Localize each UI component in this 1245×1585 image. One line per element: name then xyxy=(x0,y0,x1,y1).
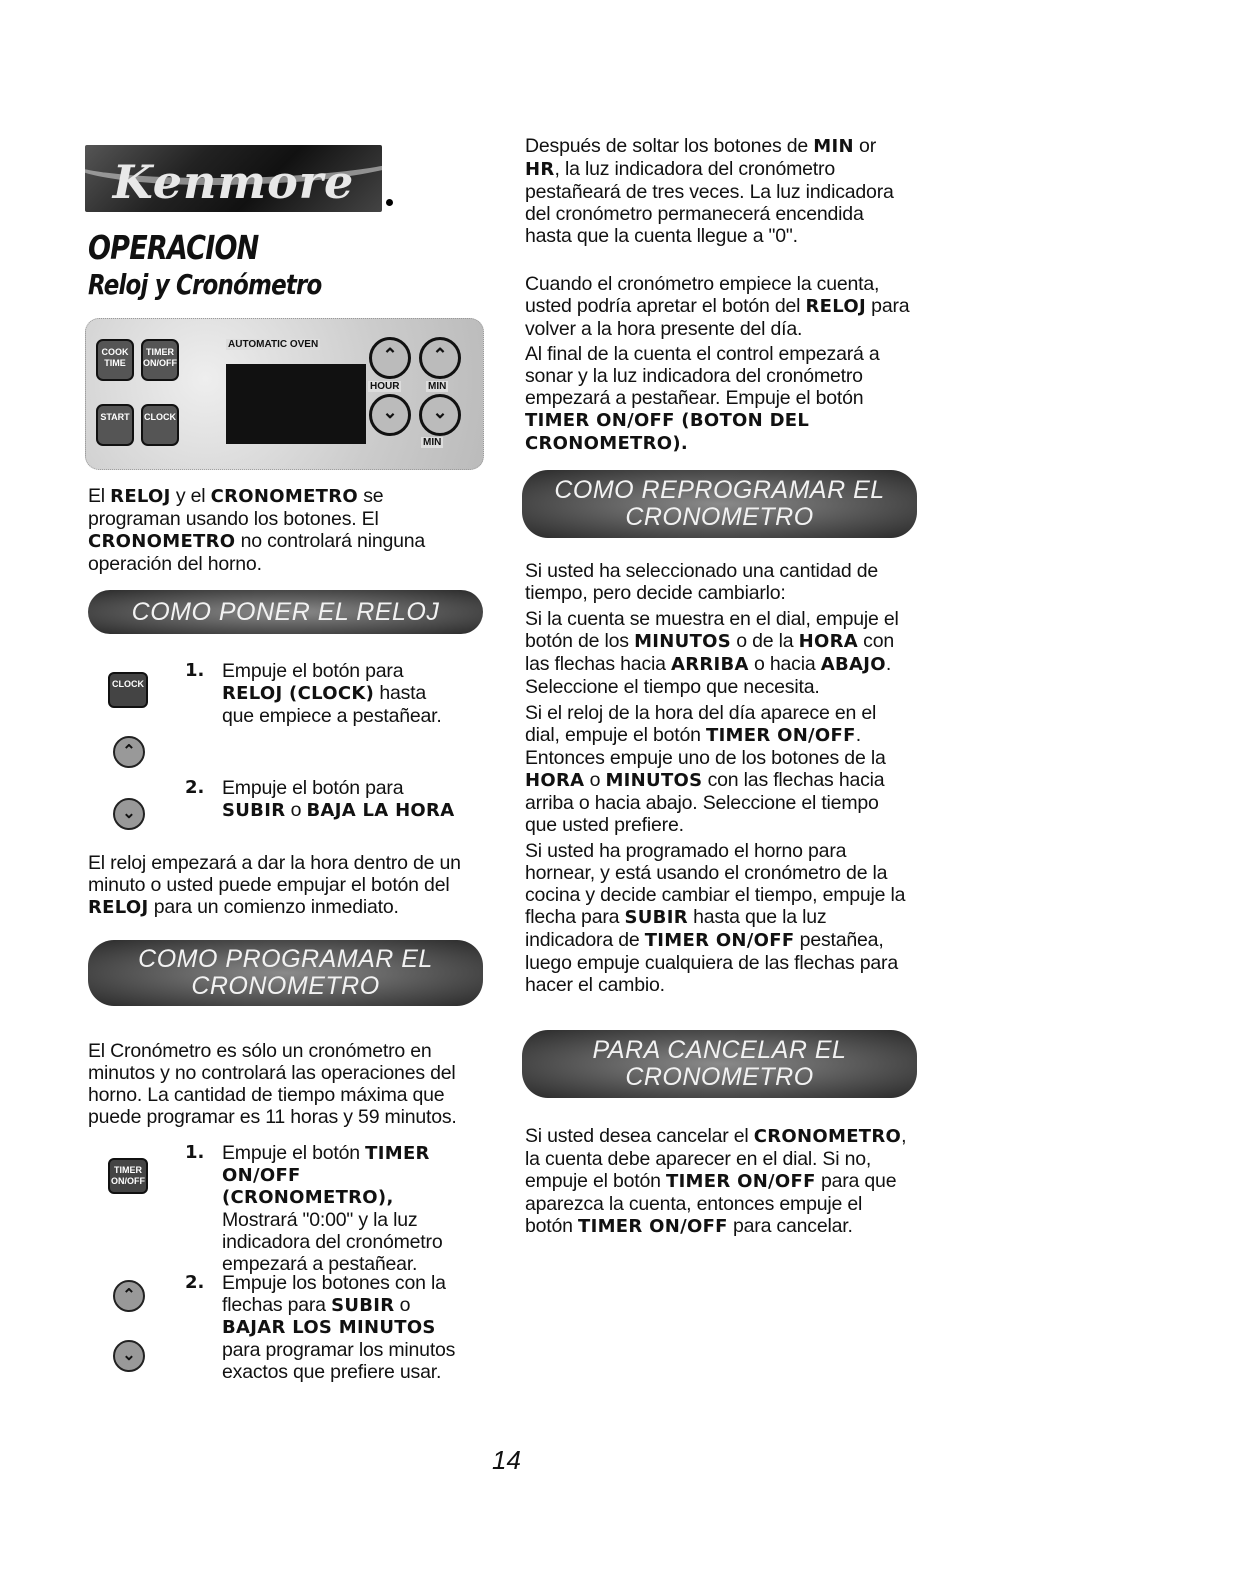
timer-button-icon: TIMER ON/OFF xyxy=(108,1158,148,1194)
control-panel-illustration xyxy=(85,318,484,470)
right-paragraph-2: Cuando el cronómetro empiece la cuenta, usted podría apretar el botón del RELOJ para volver a la hora presente del día. xyxy=(525,273,910,340)
down-arrow-icon: ⌄ xyxy=(113,798,145,830)
cook-time-key: COOK TIME xyxy=(96,339,134,381)
banner-programar-cronometro: COMO PROGRAMAR EL CRONOMETRO xyxy=(88,940,483,1006)
reprogramar-section xyxy=(525,560,915,996)
programar-step-1: Empuje el botón TIMER ON/OFF (CRONOMETRO), Mostrará "0:00" y la luz indicadora del cronómetro empezará a pestañear. xyxy=(222,1142,443,1275)
timer-key: TIMER ON/OFF xyxy=(141,339,179,381)
reprogramar-p2: Si la cuenta se muestra en el dial, empuje el botón de los MINUTOS o de la HORA con las flechas hacia ARRIBA o hacia ABAJO. Seleccione el tiempo que necesita. xyxy=(525,608,899,698)
min-label: MIN xyxy=(428,381,447,392)
logo-text: Kenmore xyxy=(112,155,355,209)
banner-reprogramar-cronometro: COMO REPROGRAMAR EL CRONOMETRO xyxy=(522,470,917,538)
min-down-arrow-icon: ⌄ xyxy=(419,394,461,436)
intro-paragraph: El RELOJ y el CRONOMETRO se programan usando los botones. El CRONOMETRO no controlará ninguna operación del horno. xyxy=(88,485,426,575)
reprogramar-p4: Si usted ha programado el horno para hornear, y está usando el cronómetro de la cocina y decide cambiar el tiempo, empuje la flecha para SUBIR hasta que la luz indicadora de TIMER ON/OFF pestañea, luego empuje cualquiera de las flechas para hacer el cambio. xyxy=(525,840,906,996)
step-number: 1. xyxy=(185,660,205,681)
automatic-oven-label: AUTOMATIC OVEN xyxy=(228,339,319,350)
up-arrow-icon: ⌃ xyxy=(113,736,145,768)
cancelar-paragraph: Si usted desea cancelar el CRONOMETRO, la cuenta debe aparecer en el dial. Si no, empuje el botón TIMER ON/OFF para que aparezca la cuenta, entonces empuje el botón TIMER ON/OFF para cancelar. xyxy=(525,1125,907,1237)
right-paragraph-3: Al final de la cuenta el control empezará a sonar y la luz indicadora del cronómetro empezará a pestañear. Empuje el botón TIMER ON/OFF (BOTON DEL CRONOMETRO). xyxy=(525,343,880,454)
reloj-step-2: Empuje el botón para SUBIR o BAJA LA HORA xyxy=(222,777,455,821)
reprogramar-p3: Si el reloj de la hora del día aparece en el dial, empuje el botón TIMER ON/OFF. Entonces empuje uno de los botones de la HORA o MINUTOS con las flechas hacia arriba o hacia abajo. Seleccione el tiempo que usted prefiere. xyxy=(525,702,886,836)
step-number: 2. xyxy=(185,1272,205,1293)
min-small-label: MIN xyxy=(423,437,442,448)
down-arrow-icon: ⌄ xyxy=(113,1340,145,1372)
reloj-step-1: Empuje el botón para RELOJ (CLOCK) hasta que empiece a pestañear. xyxy=(222,660,442,727)
programar-intro: El Cronómetro es sólo un cronómetro en minutos y no controlará las operaciones del horno. La cantidad de tiempo máxima que puede programar es 11 horas y 59 minutos. xyxy=(88,1040,457,1128)
page-subtitle: Reloj y Cronómetro xyxy=(88,268,322,301)
up-arrow-icon: ⌃ xyxy=(113,1280,145,1312)
kenmore-logo xyxy=(85,145,382,212)
page-title: OPERACION xyxy=(88,228,259,267)
clock-button-icon: CLOCK xyxy=(108,672,148,708)
logo-dot xyxy=(386,199,393,206)
clock-key: CLOCK xyxy=(141,404,179,446)
programar-step-2: Empuje los botones con la flechas para SUBIR o BAJAR LOS MINUTOS para programar los minutos exactos que prefiere usar. xyxy=(222,1272,456,1383)
hour-up-arrow-icon: ⌃ xyxy=(369,337,411,379)
reprogramar-p1: Si usted ha seleccionado una cantidad de tiempo, pero decide cambiarlo: xyxy=(525,560,879,604)
step-number: 2. xyxy=(185,777,205,798)
banner-cancelar-cronometro: PARA CANCELAR EL CRONOMETRO xyxy=(522,1030,917,1098)
min-up-arrow-icon: ⌃ xyxy=(419,337,461,379)
page-number: 14 xyxy=(492,1445,521,1475)
hour-label: HOUR xyxy=(370,381,400,392)
reloj-after-paragraph: El reloj empezará a dar la hora dentro de un minuto o usted puede empujar el botón del RELOJ para un comienzo inmediato. xyxy=(88,852,461,918)
right-paragraph-1: Después de soltar los botones de MIN or HR, la luz indicadora del cronómetro pestañeará de tres veces. La luz indicadora del cronómetro permanecerá encendida hasta que la cuenta llegue a "0". xyxy=(525,135,894,247)
display-window xyxy=(226,364,366,444)
hour-down-arrow-icon: ⌄ xyxy=(369,394,411,436)
step-number: 1. xyxy=(185,1142,205,1163)
banner-poner-reloj: COMO PONER EL RELOJ xyxy=(88,590,483,634)
start-key: START xyxy=(96,404,134,446)
